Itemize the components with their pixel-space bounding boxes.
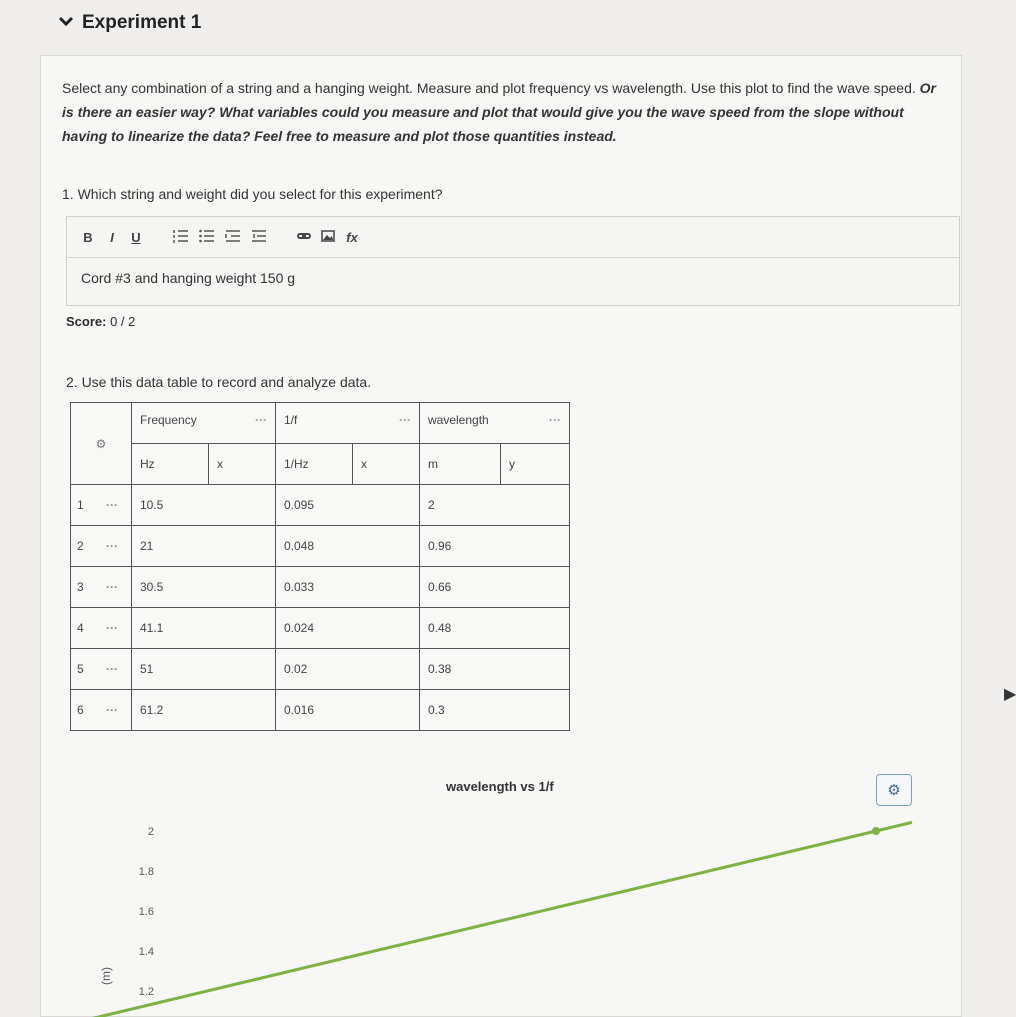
wavelength-cell[interactable]: 0.3 bbox=[420, 690, 570, 731]
table-unit-row bbox=[71, 444, 570, 485]
row-number: 3 bbox=[71, 567, 94, 608]
indent-icon[interactable] bbox=[251, 229, 267, 246]
wavelength-cell[interactable]: 0.38 bbox=[420, 649, 570, 690]
y-tick-label: 1.4 bbox=[138, 946, 154, 958]
column-header[interactable] bbox=[420, 403, 570, 444]
wavelength-cell[interactable]: 0.48 bbox=[420, 608, 570, 649]
inverse-frequency-cell[interactable]: 0.095 bbox=[276, 485, 420, 526]
row-number: 1 bbox=[71, 485, 94, 526]
inverse-frequency-cell[interactable]: 0.033 bbox=[276, 567, 420, 608]
more-options-icon[interactable]: ··· bbox=[549, 413, 561, 427]
table-settings-cell[interactable] bbox=[71, 403, 132, 485]
row-menu-icon[interactable]: ··· bbox=[93, 526, 132, 567]
answer-text[interactable]: Cord #3 and hanging weight 150 g bbox=[81, 270, 296, 286]
column-header[interactable] bbox=[276, 403, 420, 444]
italic-button[interactable]: I bbox=[110, 229, 114, 245]
row-menu-icon[interactable]: ··· bbox=[93, 649, 132, 690]
frequency-cell[interactable]: 61.2 bbox=[132, 690, 276, 731]
axis-cell[interactable]: x bbox=[209, 444, 276, 485]
bold-button[interactable]: B bbox=[83, 229, 93, 245]
frequency-cell[interactable]: 21 bbox=[132, 526, 276, 567]
score-value: 0 / 2 bbox=[110, 314, 136, 329]
editor-toolbar bbox=[67, 217, 959, 258]
inverse-frequency-cell[interactable]: 0.02 bbox=[276, 649, 420, 690]
wavelength-cell[interactable]: 0.66 bbox=[420, 567, 570, 608]
frequency-cell[interactable]: 41.1 bbox=[132, 608, 276, 649]
chevron-down-icon[interactable] bbox=[58, 14, 74, 32]
caret-right-icon: ▶ bbox=[1004, 686, 1016, 703]
frequency-cell[interactable]: 51 bbox=[132, 649, 276, 690]
column-name: wavelength bbox=[428, 413, 489, 427]
axis-cell[interactable]: x bbox=[353, 444, 420, 485]
gear-icon[interactable]: ⚙ bbox=[95, 436, 107, 451]
table-row bbox=[71, 485, 570, 526]
question-2-prompt: 2. Use this data table to record and analyze data. bbox=[66, 374, 372, 390]
row-number: 5 bbox=[71, 649, 94, 690]
section-title: Experiment 1 bbox=[82, 12, 202, 33]
instructions-emphasis: Or is there an easier way? What variables could you measure and plot that would give you the wave speed from the slope without having to linearize the data? Feel free to measure and plot those quantities instead. bbox=[62, 80, 936, 144]
unit-cell[interactable]: m bbox=[420, 444, 501, 485]
y-tick-label: 2 bbox=[147, 826, 154, 838]
outdent-icon[interactable] bbox=[225, 229, 241, 246]
row-number: 4 bbox=[71, 608, 94, 649]
row-menu-icon[interactable]: ··· bbox=[93, 567, 132, 608]
more-options-icon[interactable]: ··· bbox=[255, 413, 267, 427]
experiment-instructions bbox=[62, 76, 942, 148]
formula-button[interactable]: fx bbox=[346, 229, 358, 245]
more-options-icon[interactable]: ··· bbox=[399, 413, 411, 427]
score-label: Score: bbox=[66, 314, 107, 329]
table-row bbox=[71, 526, 570, 567]
row-number: 6 bbox=[71, 690, 94, 731]
column-name: Frequency bbox=[140, 413, 197, 427]
score-line bbox=[66, 314, 135, 329]
table-row bbox=[71, 649, 570, 690]
inverse-frequency-cell[interactable]: 0.048 bbox=[276, 526, 420, 567]
frequency-cell[interactable]: 30.5 bbox=[132, 567, 276, 608]
column-name: 1/f bbox=[284, 413, 298, 427]
row-menu-icon[interactable]: ··· bbox=[93, 485, 132, 526]
unit-cell[interactable]: Hz bbox=[132, 444, 209, 485]
y-tick-label: 1.6 bbox=[138, 906, 154, 918]
inverse-frequency-cell[interactable]: 0.016 bbox=[276, 690, 420, 731]
y-tick-label: 1.8 bbox=[138, 866, 154, 878]
row-menu-icon[interactable]: ··· bbox=[93, 690, 132, 731]
table-header-row bbox=[71, 403, 570, 444]
axis-cell[interactable]: y bbox=[501, 444, 570, 485]
unit-cell[interactable]: 1/Hz bbox=[276, 444, 353, 485]
answer-editor[interactable] bbox=[66, 216, 960, 306]
frequency-cell[interactable]: 10.5 bbox=[132, 485, 276, 526]
series-line bbox=[0, 831, 876, 1017]
chart-title: wavelength vs 1/f bbox=[446, 779, 554, 794]
wavelength-chart bbox=[0, 800, 1014, 998]
underline-button[interactable]: U bbox=[131, 229, 141, 245]
data-table bbox=[70, 402, 570, 731]
data-point[interactable] bbox=[872, 827, 880, 835]
table-row bbox=[71, 608, 570, 649]
series-line-extension bbox=[876, 822, 912, 831]
y-axis-label: (m) bbox=[99, 967, 113, 985]
question-1-prompt: 1. Which string and weight did you select for this experiment? bbox=[62, 186, 443, 202]
bullet-list-icon[interactable] bbox=[199, 229, 215, 246]
table-row bbox=[71, 690, 570, 731]
ordered-list-icon[interactable] bbox=[173, 229, 189, 246]
image-icon[interactable] bbox=[321, 229, 335, 246]
wavelength-cell[interactable]: 0.96 bbox=[420, 526, 570, 567]
inverse-frequency-cell[interactable]: 0.024 bbox=[276, 608, 420, 649]
gear-icon: ⚙ bbox=[887, 782, 901, 799]
row-number: 2 bbox=[71, 526, 94, 567]
row-menu-icon[interactable]: ··· bbox=[93, 608, 132, 649]
table-row bbox=[71, 567, 570, 608]
y-tick-label: 1.2 bbox=[138, 986, 154, 998]
wavelength-cell[interactable]: 2 bbox=[420, 485, 570, 526]
section-header[interactable] bbox=[58, 12, 201, 34]
instructions-text: Select any combination of a string and a hanging weight. Measure and plot frequency vs wavelength. Use this plot to find the wave speed. bbox=[62, 80, 916, 96]
link-icon[interactable] bbox=[297, 229, 311, 246]
column-header[interactable] bbox=[132, 403, 276, 444]
